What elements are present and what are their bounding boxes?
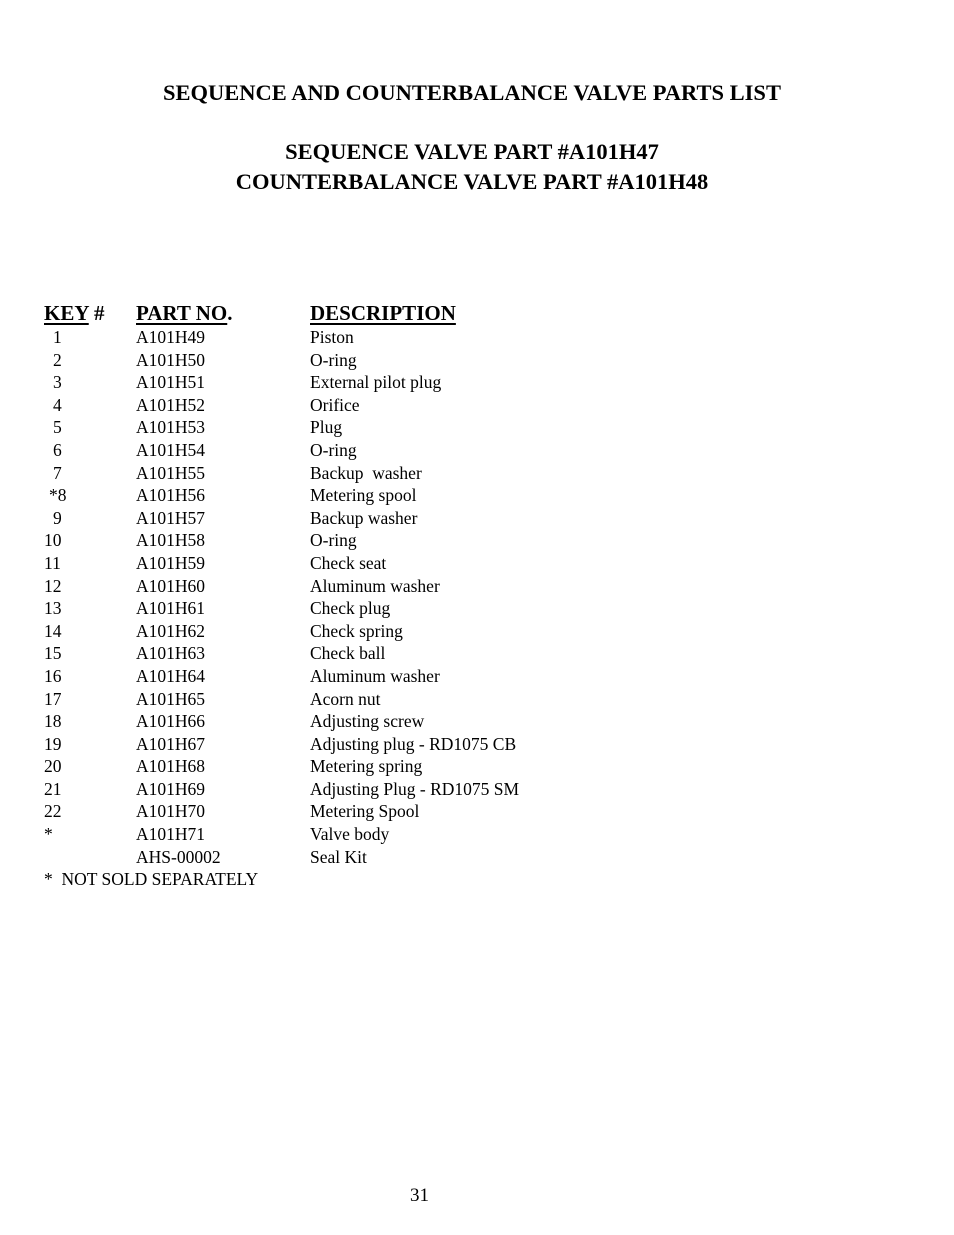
table-row <box>0 778 954 801</box>
table-row <box>0 394 954 417</box>
part-number: A101H66 <box>136 711 206 732</box>
table-row <box>0 710 954 733</box>
part-number: A101H61 <box>136 598 206 619</box>
part-number: A101H63 <box>136 643 206 664</box>
key-number: 9 <box>53 507 62 528</box>
part-description: Adjusting screw <box>310 711 425 732</box>
key-number: 15 <box>44 643 62 664</box>
page-title: SEQUENCE AND COUNTERBALANCE VALVE PARTS LIST <box>163 80 781 105</box>
table-row <box>0 439 954 462</box>
key-number: 7 <box>53 462 62 483</box>
part-description: Plug <box>310 417 343 438</box>
part-number: A101H62 <box>136 620 206 641</box>
table-row <box>0 529 954 552</box>
part-description: Metering spool <box>310 485 417 506</box>
part-description: Backup washer <box>310 462 422 483</box>
key-number: 21 <box>44 778 62 799</box>
key-number: 2 <box>53 349 62 370</box>
key-number: 13 <box>44 598 62 619</box>
part-description: O-ring <box>310 439 357 460</box>
column-header-key-label: KEY <box>44 301 89 325</box>
key-number: 19 <box>44 733 62 754</box>
table-row <box>0 371 954 394</box>
table-row <box>0 484 954 507</box>
key-number: 17 <box>44 688 62 709</box>
column-header-key <box>44 298 104 328</box>
part-number: A101H67 <box>136 733 206 754</box>
key-number: 10 <box>44 530 62 551</box>
part-number: A101H58 <box>136 530 206 551</box>
column-header-part-no <box>136 298 233 328</box>
part-description: O-ring <box>310 530 357 551</box>
part-number: A101H55 <box>136 462 206 483</box>
table-row <box>0 597 954 620</box>
key-number: 11 <box>44 552 61 573</box>
page-number: 31 <box>410 1185 429 1206</box>
part-description: Metering Spool <box>310 801 420 822</box>
part-number: A101H65 <box>136 688 206 709</box>
counterbalance-valve-subtitle: COUNTERBALANCE VALVE PART #A101H48 <box>235 169 709 194</box>
table-row <box>0 846 954 869</box>
table-row <box>0 665 954 688</box>
part-number: A101H71 <box>136 824 206 845</box>
part-description: Check ball <box>310 643 386 664</box>
table-row <box>0 755 954 778</box>
key-number: 12 <box>44 575 62 596</box>
part-description: Adjusting Plug - RD1075 SM <box>310 778 520 799</box>
table-row <box>0 552 954 575</box>
key-number: 14 <box>44 620 62 641</box>
part-number: A101H59 <box>136 552 206 573</box>
part-number: A101H54 <box>136 439 206 460</box>
column-header-part-label: PART NO <box>136 301 228 325</box>
part-number: A101H53 <box>136 417 206 438</box>
part-description: Check spring <box>310 620 403 641</box>
part-description: Seal Kit <box>310 846 367 867</box>
key-number: 16 <box>44 665 62 686</box>
part-number: A101H49 <box>136 327 206 347</box>
part-number: A101H64 <box>136 665 206 686</box>
table-row <box>0 507 954 530</box>
part-description: Adjusting plug - RD1075 CB <box>310 733 517 754</box>
table-row <box>0 416 954 439</box>
key-number: 3 <box>53 372 62 393</box>
key-number: 6 <box>53 439 62 460</box>
part-description: Backup washer <box>310 507 418 528</box>
key-number: 18 <box>44 711 62 732</box>
table-row <box>0 575 954 598</box>
column-header-desc-label: DESCRIPTION <box>310 301 456 325</box>
key-number: * <box>44 824 53 845</box>
table-row <box>0 620 954 643</box>
part-description: Check plug <box>310 598 391 619</box>
table-row <box>0 800 954 823</box>
column-header-key-suffix: # <box>88 301 105 325</box>
part-description: Acorn nut <box>310 688 381 709</box>
key-number: 4 <box>53 394 62 415</box>
part-description: Check seat <box>310 552 387 573</box>
part-number: A101H52 <box>136 394 206 415</box>
key-number: *8 <box>49 485 67 506</box>
part-description: Aluminum washer <box>310 665 440 686</box>
part-number: A101H68 <box>136 756 206 777</box>
part-description: Aluminum washer <box>310 575 440 596</box>
part-description: Valve body <box>310 824 390 845</box>
table-row <box>0 462 954 485</box>
part-description: Piston <box>310 327 354 347</box>
column-header-description <box>310 298 456 328</box>
table-row <box>0 688 954 711</box>
key-number: 5 <box>53 417 62 438</box>
key-number: 22 <box>44 801 62 822</box>
table-row <box>0 326 954 349</box>
part-number: A101H50 <box>136 349 206 370</box>
footnote: * NOT SOLD SEPARATELY <box>44 869 259 889</box>
part-description: O-ring <box>310 349 357 370</box>
column-header-part-suffix: . <box>227 301 233 325</box>
table-row <box>0 733 954 756</box>
part-number: A101H56 <box>136 485 206 506</box>
sequence-valve-subtitle: SEQUENCE VALVE PART #A101H47 <box>285 139 659 164</box>
part-number: A101H70 <box>136 801 206 822</box>
part-description: Orifice <box>310 394 360 415</box>
part-description: Metering spring <box>310 756 423 777</box>
part-number: AHS-00002 <box>136 846 221 867</box>
key-number: 20 <box>44 756 62 777</box>
table-row <box>0 349 954 372</box>
parts-list <box>0 326 954 868</box>
part-number: A101H69 <box>136 778 206 799</box>
key-number: 1 <box>53 327 62 347</box>
part-number: A101H57 <box>136 507 206 528</box>
table-row <box>0 642 954 665</box>
part-number: A101H60 <box>136 575 206 596</box>
table-row <box>0 823 954 846</box>
part-number: A101H51 <box>136 372 206 393</box>
part-description: External pilot plug <box>310 372 442 393</box>
